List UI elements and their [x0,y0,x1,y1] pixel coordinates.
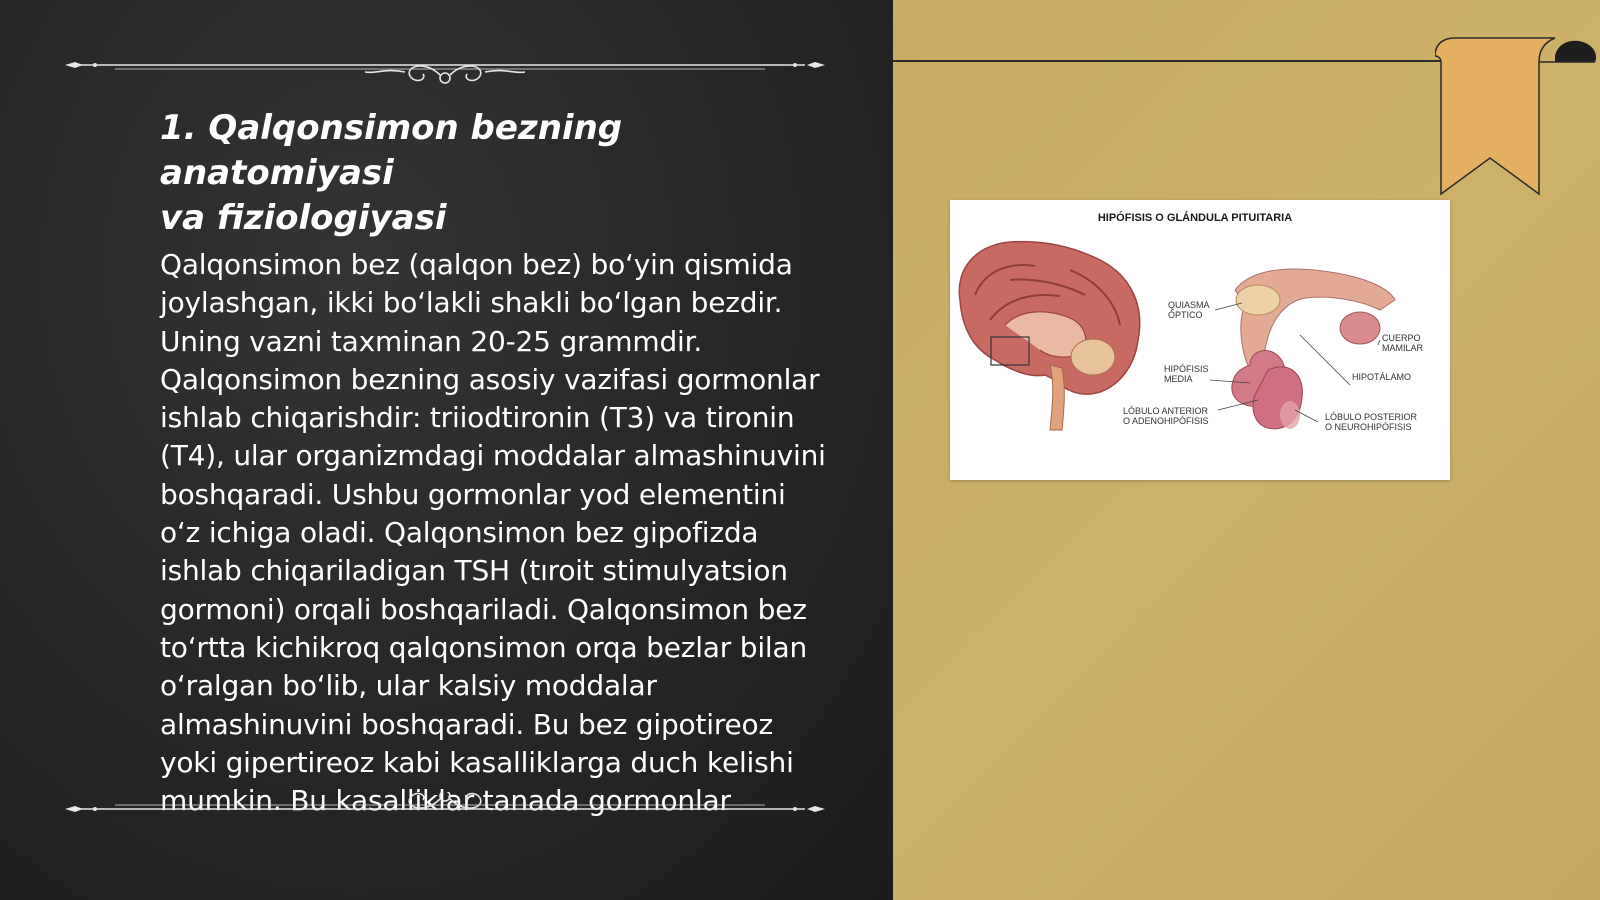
title-line-1: 1. Qalqonsimon bezning anatomiyasi [160,108,623,193]
label-lobulo-anterior: LÓBULO ANTERIOR O ADENOHIPÓFISIS [1123,406,1209,426]
header-rule [893,60,1448,62]
label-cuerpo-mamilar: CUERPO MAMILAR [1382,333,1424,353]
image-panel [893,0,1600,900]
ornament-divider-top [65,48,825,88]
label-lobulo-posterior: LÓBULO POSTERIOR O NEUROHIPÓFISIS [1325,412,1418,432]
ornament-divider-bottom [65,792,825,832]
body-paragraph: Qalqonsimon bez (qalqon bez) bo‘yin qismida joylashgan, ikki bo‘lakli shakli bo‘lgan bezdir. Uning vazni taxminan 20-25 grammdir. Qalqonsimon bezning asosiy vazifasi gormonlar ishlab chiqarishdir: triiodtironin (T3) va tironin (T4), ular organizmdagi moddalar almashinuvini boshqaradi. Ushbu gormonlar yod elementini o‘z ichiga oladi. Qalqonsimon bez gipofizda ishlab chiqariladigan TSH (tıroit stimulyatsion gormoni) orqali boshqariladi. Qalqonsimon bez to‘rtta kichikroq qalqonsimon orqa bezlar bilan o‘ralgan bo‘lib, ular kalsiy moddalar almashinuvini boshqaradi. Bu bez gipotireoz yoki gipertireoz kabi kasalliklarga duch kelishi mumkin. Bu kasalliklar tanada gormonlar [160,248,826,818]
bookmark-ribbon-icon [1435,34,1600,200]
pituitary-anatomy-figure [950,200,1450,480]
slide-title [160,106,830,241]
label-quiasma-optico: QUIASMA ÓPTICO [1168,300,1210,320]
figure-title: HIPÓFISIS O GLÁNDULA PITUITARIA [1097,212,1293,224]
title-line-2: va fiziologiyasi [160,198,447,238]
label-hipotalamo: HIPOTÁLAMO [1352,372,1412,382]
label-hipofisis-media: HIPÓFISIS MEDIA [1164,364,1209,384]
pituitary-illustration [950,200,1450,480]
